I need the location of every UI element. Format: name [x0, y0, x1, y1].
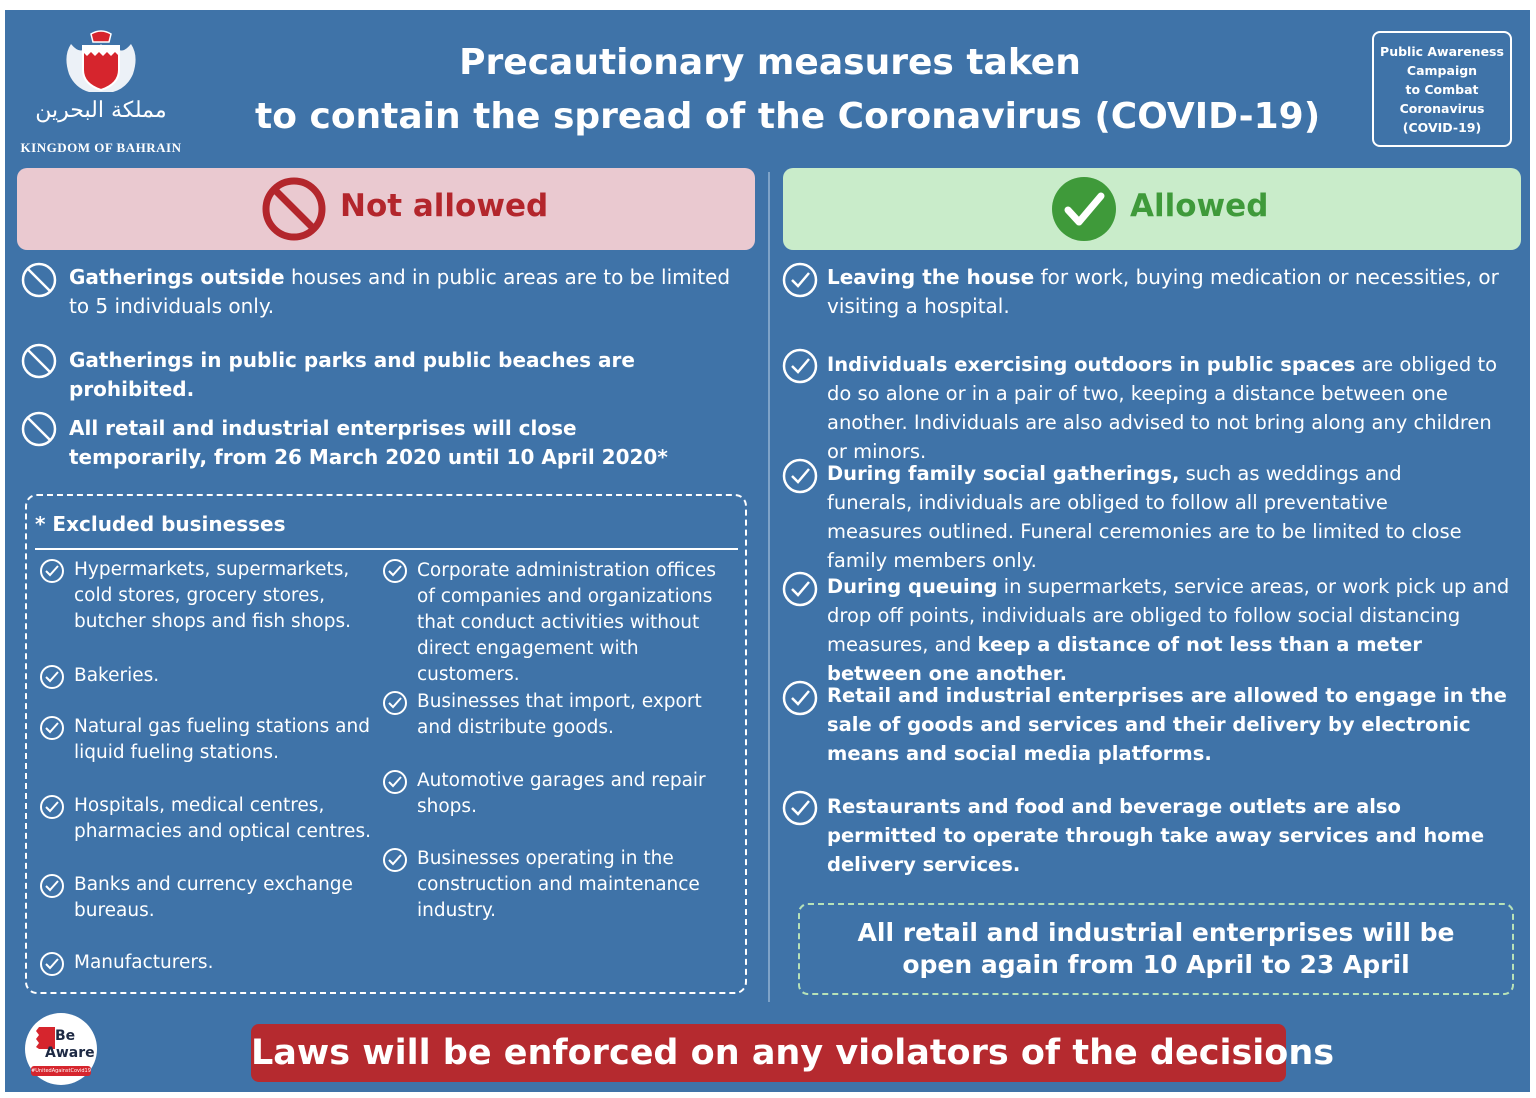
prohibited-icon	[20, 261, 58, 299]
page-title-line-1: Precautionary measures taken	[459, 42, 1081, 83]
check-circle-icon	[39, 715, 65, 741]
excluded-item: Bakeries.	[74, 665, 160, 686]
prohibited-icon	[20, 410, 58, 448]
excluded-item: Hospitals, medical centres, pharmacies and optical centres.	[74, 795, 371, 842]
excluded-item: Businesses operating in the construction and maintenance industry.	[417, 848, 700, 921]
logo-english-text: KINGDOM OF BAHRAIN	[20, 140, 182, 155]
not-allowed-item: Gatherings outside houses and in public areas are to be limited to 5 individuals only.	[69, 265, 731, 318]
allowed-heading: Allowed	[1130, 188, 1269, 224]
be-aware-badge	[25, 1013, 97, 1085]
not-allowed-heading: Not allowed	[340, 188, 549, 224]
allowed-item: During queuing in supermarkets, service areas, or work pick up and drop off points, individuals are obliged to follow social distancing measures, and keep a distance of not less than a meter between one another.	[827, 575, 1510, 685]
check-circle-icon	[781, 347, 819, 385]
check-circle-icon	[39, 951, 65, 977]
logo-arabic-text: مملكة البحرين	[35, 98, 167, 123]
check-circle-icon	[382, 847, 408, 873]
page-title-line-2: to contain the spread of the Coronavirus (COVID-19)	[255, 96, 1321, 137]
check-circle-icon	[382, 558, 408, 584]
campaign-line: (COVID-19)	[1402, 120, 1482, 135]
check-circle-icon	[781, 457, 819, 495]
check-circle-icon	[1051, 176, 1117, 242]
badge-line-2: Aware	[45, 1045, 95, 1061]
campaign-line: Coronavirus	[1399, 101, 1485, 116]
not-allowed-banner	[17, 168, 755, 250]
allowed-item: Leaving the house for work, buying medication or necessities, or visiting a hospital.	[827, 265, 1499, 318]
reopen-notice-box	[798, 903, 1514, 995]
check-circle-icon	[781, 789, 819, 827]
badge-line-1: Be	[55, 1028, 76, 1044]
excluded-item: Hypermarkets, supermarkets, cold stores, grocery stores, butcher shops and fish shops.	[74, 559, 351, 632]
check-circle-icon	[781, 261, 819, 299]
excluded-item: Banks and currency exchange bureaus.	[74, 874, 353, 921]
campaign-line: to Combat	[1405, 82, 1479, 97]
excluded-divider	[35, 548, 738, 550]
campaign-badge	[1372, 31, 1512, 147]
check-circle-icon	[781, 570, 819, 608]
allowed-item: Individuals exercising outdoors in public spaces are obliged to do so alone or in a pair of two, keeping a distance between one another. Individuals are also advised to not bring along any children or minors.	[827, 353, 1498, 463]
badge-hashtag: #UnitedAgainstCovid19	[31, 1068, 91, 1074]
excluded-item: Corporate administration offices of companies and organizations that conduct activities without direct engagement with customers.	[417, 560, 717, 685]
prohibited-icon	[261, 176, 327, 242]
allowed-item: Retail and industrial enterprises are allowed to engage in the sale of goods and services and their delivery by electronic means and social media platforms.	[827, 684, 1507, 765]
check-circle-icon	[382, 769, 408, 795]
law-enforcement-banner: Laws will be enforced on any violators of the decisions	[251, 1024, 1286, 1082]
reopen-line-2: open again from 10 April to 23 April	[902, 950, 1410, 979]
check-circle-icon	[39, 558, 65, 584]
column-divider	[768, 172, 770, 1002]
allowed-item: During family social gatherings, such as weddings and funerals, individuals are obliged to follow all preventative measures outlined. Funeral ceremonies are to be limited to close family members only.	[827, 462, 1462, 572]
excluded-businesses-title: * Excluded businesses	[35, 512, 286, 536]
poster	[5, 10, 1530, 1092]
allowed-item: Restaurants and food and beverage outlets are also permitted to operate through take away services and home delivery services.	[827, 795, 1485, 876]
check-circle-icon	[39, 873, 65, 899]
excluded-item: Manufacturers.	[74, 952, 214, 973]
not-allowed-item: All retail and industrial enterprises will close temporarily, from 26 March 2020 until 10 April 2020*	[69, 416, 668, 469]
campaign-line: Campaign	[1406, 63, 1478, 78]
prohibited-icon	[20, 342, 58, 380]
excluded-item: Automotive garages and repair shops.	[417, 770, 706, 817]
allowed-banner	[783, 168, 1521, 250]
bahrain-coat-of-arms-icon	[61, 26, 141, 96]
not-allowed-item: Gatherings in public parks and public beaches are prohibited.	[69, 348, 635, 401]
check-circle-icon	[382, 690, 408, 716]
excluded-item: Businesses that import, export and distribute goods.	[417, 691, 702, 738]
reopen-line-1: All retail and industrial enterprises will be	[857, 918, 1455, 947]
excluded-item: Natural gas fueling stations and liquid fueling stations.	[74, 716, 370, 763]
check-circle-icon	[781, 679, 819, 717]
bahrain-logo	[17, 24, 185, 154]
campaign-line: Public Awareness	[1380, 44, 1504, 59]
check-circle-icon	[39, 794, 65, 820]
check-circle-icon	[39, 664, 65, 690]
